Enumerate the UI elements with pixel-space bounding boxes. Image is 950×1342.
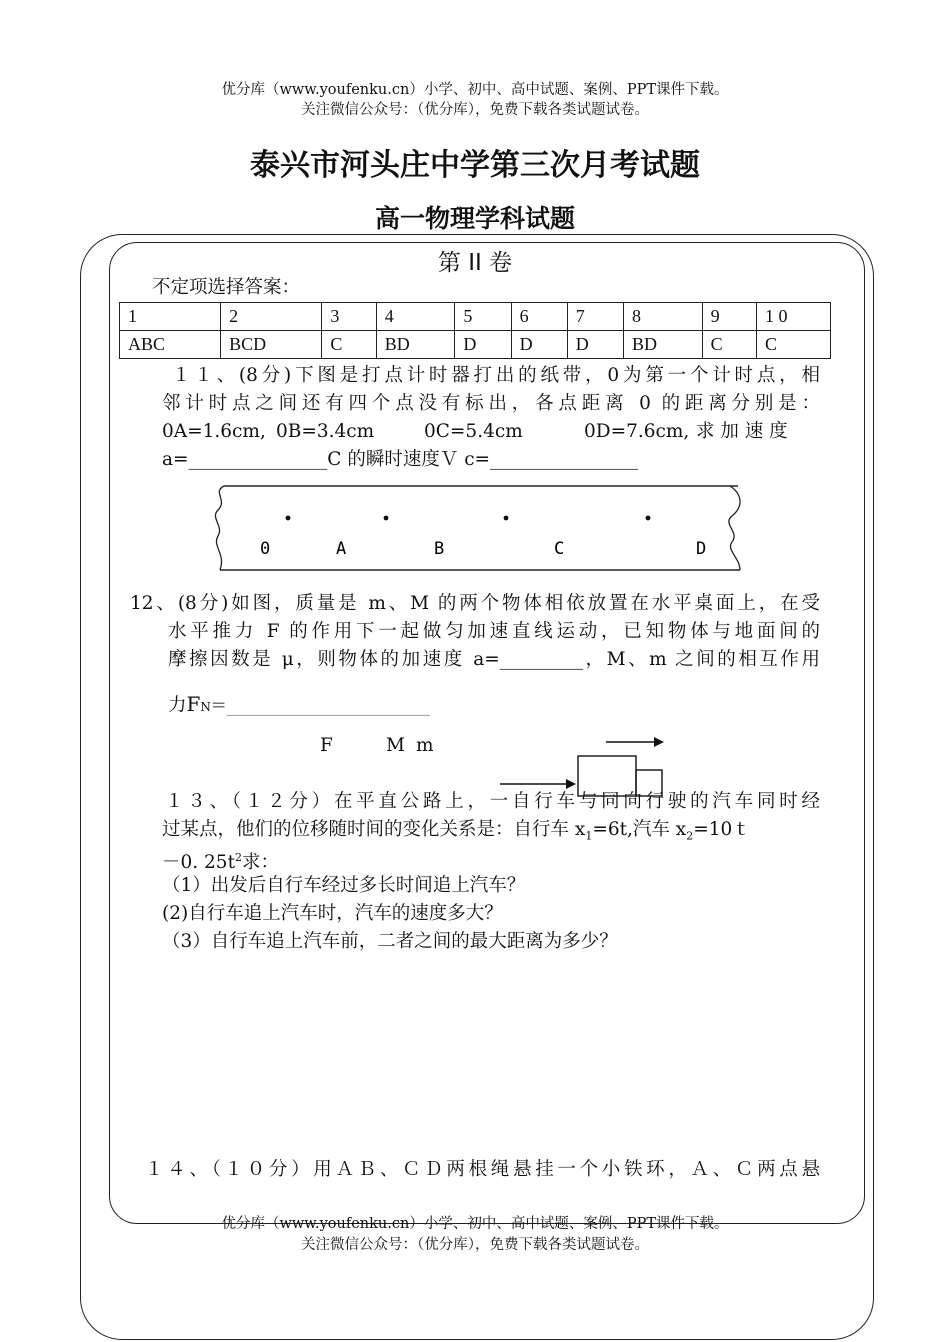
header-line-2: 关注微信公众号：（优分库），免费下载各类试题试卷。 <box>301 102 649 118</box>
tape-label-d: D <box>696 539 707 559</box>
tape-dot-b <box>504 516 509 521</box>
q13-sub-question-3: （3）自行车追上汽车前，二者之间的最大距离为多少？ <box>162 931 618 952</box>
paper-tape-figure <box>210 482 750 574</box>
q12-force-blank: =______________________ <box>210 695 430 716</box>
answer-value: D <box>567 331 623 359</box>
q11-line-2: 邻计时点之间还有四个点没有标出，各点距离 0 的距离分别是： <box>162 393 820 414</box>
q12-label-m: m <box>416 735 434 756</box>
q11-0d: 0D=7.6cm, <box>584 421 690 442</box>
velocity-arrow-head <box>654 737 664 747</box>
answer-number: 1 <box>120 303 221 331</box>
q11-0b: 0B=3.4cm <box>276 421 375 442</box>
q12-force-prefix: 力 <box>168 695 187 716</box>
answers-label: 不定项选择答案： <box>152 277 301 298</box>
tape-dot-0 <box>286 516 291 521</box>
tape-label-a: A <box>336 539 347 559</box>
answer-table <box>119 302 831 359</box>
q11-line-4: a=_______________C 的瞬时速度Ｖ c=________________ <box>162 449 639 470</box>
q13-line-2-c: =10ｔ <box>693 819 751 840</box>
answer-value: D <box>455 331 511 359</box>
tape-right-tear <box>729 486 740 570</box>
section-heading: 第 II 卷 <box>437 250 513 276</box>
answer-value: BD <box>623 331 702 359</box>
q11-0a: 0A=1.6cm, <box>162 421 266 442</box>
answer-value: D <box>511 331 567 359</box>
answer-value: C <box>322 331 376 359</box>
answer-table-row-values <box>120 331 831 359</box>
q13-sup: 2 <box>235 851 243 864</box>
q12-force-symbol: F <box>186 692 201 716</box>
q13-sub-question-2: (2)自行车追上汽车时，汽车的速度多大？ <box>162 903 503 924</box>
answer-number: 5 <box>455 303 511 331</box>
tape-left-tear <box>215 486 224 570</box>
answer-table-row-numbers <box>120 303 831 331</box>
q13-line-3-a: －0. 25t <box>162 852 236 874</box>
answer-value: ABC <box>120 331 221 359</box>
answer-number: 3 <box>322 303 376 331</box>
answer-number: 7 <box>567 303 623 331</box>
answer-number: 4 <box>376 303 455 331</box>
tape-label-b: B <box>434 539 445 559</box>
footer-line-2: 关注微信公众号：（优分库），免费下载各类试题试卷。 <box>301 1237 649 1253</box>
q12-line-3: 摩擦因数是 μ，则物体的加速度 a=_________，M、m 之间的相互作用 <box>168 649 820 670</box>
q12-line-4 <box>168 690 430 721</box>
q12-force-subscript: N <box>200 700 211 714</box>
tape-dot-a <box>384 516 389 521</box>
answer-value: C <box>756 331 830 359</box>
answer-value: C <box>702 331 756 359</box>
tape-label-c: C <box>554 539 565 559</box>
q13-sub-question-1: （1）出发后自行车经过多长时间追上汽车？ <box>162 875 526 896</box>
q13-line-2-b: =6t,汽车 x <box>592 819 687 840</box>
tape-label-0: 0 <box>260 539 271 559</box>
answer-number: 6 <box>511 303 567 331</box>
footer-line-1: 优分库（www.youfenku.cn）小学、初中、高中试题、案例、PPT课件下载。 <box>221 1216 729 1232</box>
answer-number: 2 <box>221 303 322 331</box>
header-line-1: 优分库（www.youfenku.cn）小学、初中、高中试题、案例、PPT课件下载。 <box>221 82 729 98</box>
answer-number: 1 0 <box>756 303 830 331</box>
q13-line-3-b: 求： <box>242 852 280 874</box>
q11-ask-acceleration: 求 加 速 度 <box>696 421 788 442</box>
tape-dot-c <box>646 516 651 521</box>
page-subtitle: 高一物理学科试题 <box>374 204 575 233</box>
q11-line-1: １１、(8分)下图是打点计时器打出的纸带，0为第一个计时点，相 <box>172 365 820 386</box>
q12-label-M: M <box>386 735 405 756</box>
q13-line-2-a: 过某点，他们的位移随时间的变化关系是：自行车 x <box>162 819 586 840</box>
answer-number: 9 <box>702 303 756 331</box>
answer-number: 8 <box>623 303 702 331</box>
q12-line-1: 12、(8分)如图，质量是 m、M 的两个物体相依放置在水平桌面上，在受 <box>130 593 820 614</box>
q13-sub-1: 1 <box>585 829 593 843</box>
q13-sub-2: 2 <box>686 829 694 843</box>
page-title: 泰兴市河头庄中学第三次月考试题 <box>250 148 700 183</box>
q11-0c: 0C=5.4cm <box>424 421 523 442</box>
answer-value: BCD <box>221 331 322 359</box>
q14-line-1: １４、（１０分）用ＡＢ、ＣＤ两根绳悬挂一个小铁环，Ａ、Ｃ两点悬 <box>145 1159 820 1180</box>
q13-line-1: １３、（１２分）在平直公路上，一自行车与同向行驶的汽车同时经 <box>165 791 820 812</box>
answer-value: BD <box>376 331 455 359</box>
q11-line-3 <box>162 418 820 446</box>
q12-label-F: F <box>320 735 333 756</box>
q12-line-2: 水平推力 F 的作用下一起做匀加速直线运动，已知物体与地面间的 <box>168 621 820 642</box>
